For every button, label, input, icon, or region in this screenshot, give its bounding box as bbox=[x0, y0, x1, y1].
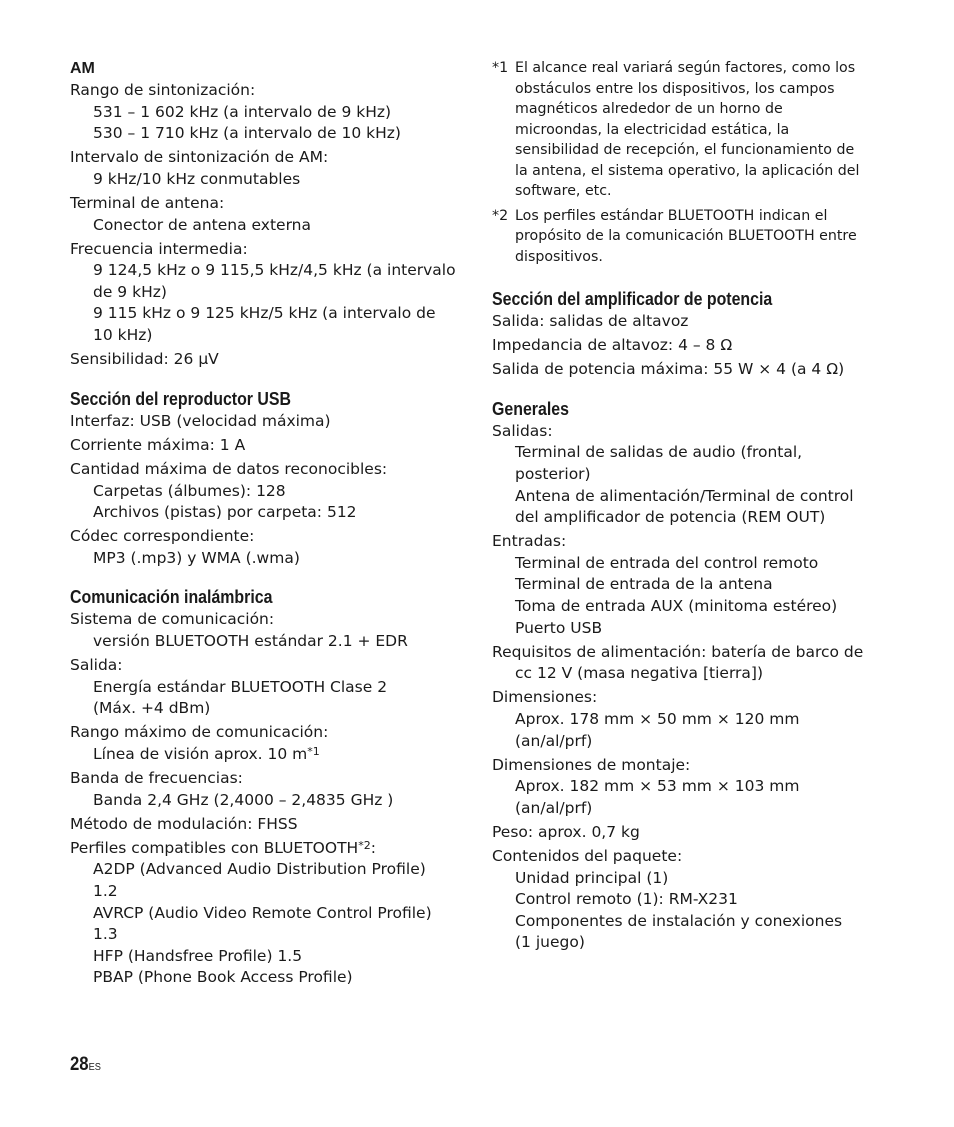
footnote-line: microondas, la electricidad estática, la bbox=[515, 121, 790, 138]
footnote-text bbox=[515, 58, 859, 202]
spec-line: Dimensiones: bbox=[492, 688, 598, 707]
spec-line: Salida: salidas de altavoz bbox=[492, 312, 689, 330]
spec-line: Códec correspondiente: bbox=[70, 527, 255, 546]
footnote-mark: *2 bbox=[492, 207, 509, 224]
section-heading-usb: Sección del reproductor USB bbox=[70, 387, 292, 409]
footnote-1 bbox=[492, 58, 872, 202]
spec-value: cc 12 V (masa negativa [tierra]) bbox=[515, 664, 764, 683]
footnote-2 bbox=[492, 206, 872, 268]
spec-value: Carpetas (álbumes): 128 bbox=[93, 481, 286, 500]
footnote-line: magnéticos alrededor de un horno de bbox=[515, 101, 783, 117]
spec-line: Entradas: bbox=[492, 532, 567, 551]
spec-value bbox=[70, 744, 450, 766]
footnote-ref: *2 bbox=[358, 838, 371, 852]
spec-value: Aprox. 182 mm × 53 mm × 103 mm bbox=[515, 777, 800, 796]
spec-value: posterior) bbox=[515, 464, 591, 483]
spec-value: Terminal de salidas de audio (frontal, bbox=[515, 443, 803, 462]
spec-value: 531 – 1 602 kHz (a intervalo de 9 kHz) bbox=[93, 102, 392, 121]
spec-value: (an/al/prf) bbox=[515, 731, 593, 750]
spec-line: Corriente máxima: 1 A bbox=[70, 435, 246, 454]
spec-line: Cantidad máxima de datos reconocibles: bbox=[70, 459, 388, 478]
spec-line: Banda de frecuencias: bbox=[70, 769, 243, 788]
footnote-ref: *1 bbox=[307, 744, 320, 758]
spec-line: Sistema de comunicación: bbox=[70, 610, 275, 629]
spec-value: Componentes de instalación y conexiones bbox=[515, 911, 843, 930]
section-heading-general: Generales bbox=[492, 397, 569, 419]
footnote-line: El alcance real variará según factores, como los bbox=[515, 60, 856, 76]
spec-value: versión BLUETOOTH estándar 2.1 + EDR bbox=[93, 631, 408, 650]
spec-line: Rango máximo de comunicación: bbox=[70, 723, 329, 742]
spec-value: de 9 kHz) bbox=[93, 282, 167, 301]
spec-line bbox=[70, 838, 450, 860]
spec-value: (an/al/prf) bbox=[515, 798, 593, 817]
footnote-line: sensibilidad de recepción, el funcionamiento de bbox=[515, 142, 855, 158]
spec-line: Salidas: bbox=[492, 421, 553, 440]
spec-value: AVRCP (Audio Video Remote Control Profile) bbox=[93, 903, 432, 922]
spec-value: HFP (Handsfree Profile) 1.5 bbox=[93, 946, 303, 965]
spec-value: Toma de entrada AUX (minitoma estéreo) bbox=[515, 597, 838, 616]
section-heading-wireless: Comunicación inalámbrica bbox=[70, 586, 273, 608]
spec-value: del amplificador de potencia (REM OUT) bbox=[515, 508, 826, 527]
left-column bbox=[70, 58, 456, 989]
spec-line: Sensibilidad: 26 µV bbox=[70, 350, 219, 369]
spec-value: Antena de alimentación/Terminal de control bbox=[515, 486, 854, 505]
right-column bbox=[492, 58, 872, 954]
spec-value: 9 124,5 kHz o 9 115,5 kHz/4,5 kHz (a intervalo bbox=[93, 261, 456, 280]
spec-line-colon: : bbox=[370, 838, 376, 857]
spec-value-text: Línea de visión aprox. 10 m bbox=[93, 744, 308, 763]
footnote-text bbox=[515, 206, 857, 268]
spec-line: Salida: bbox=[70, 656, 123, 675]
spec-value: 10 kHz) bbox=[93, 326, 153, 345]
spec-line: Requisitos de alimentación: batería de barco de bbox=[492, 642, 864, 661]
spec-line: Impedancia de altavoz: 4 – 8 Ω bbox=[492, 336, 733, 355]
spec-value: A2DP (Advanced Audio Distribution Profile) bbox=[93, 860, 426, 879]
spec-value: Puerto USB bbox=[515, 618, 603, 637]
spec-value: Archivos (pistas) por carpeta: 512 bbox=[93, 503, 357, 522]
spec-value: 530 – 1 710 kHz (a intervalo de 10 kHz) bbox=[93, 124, 401, 143]
spec-value: 9 kHz/10 kHz conmutables bbox=[93, 169, 301, 188]
spec-value: 9 115 kHz o 9 125 kHz/5 kHz (a intervalo de bbox=[93, 304, 436, 323]
spec-value: 1.2 bbox=[93, 882, 118, 900]
footnote-line: dispositivos. bbox=[515, 248, 603, 265]
spec-line: Intervalo de sintonización de AM: bbox=[70, 148, 329, 167]
footnote-line: la antena, el sistema operativo, la aplicación del bbox=[515, 162, 860, 179]
spec-value: MP3 (.mp3) y WMA (.wma) bbox=[93, 548, 300, 567]
spec-value: Control remoto (1): RM-X231 bbox=[515, 890, 738, 909]
am-heading: AM bbox=[70, 60, 95, 77]
page-number bbox=[70, 1054, 101, 1076]
footnote-line: propósito de la comunicación BLUETOOTH entre bbox=[515, 228, 857, 244]
spec-value: Energía estándar BLUETOOTH Clase 2 bbox=[93, 677, 388, 696]
spec-line: Contenidos del paquete: bbox=[492, 847, 683, 866]
footnote-line: Los perfiles estándar BLUETOOTH indican el bbox=[515, 207, 828, 224]
spec-line: Método de modulación: FHSS bbox=[70, 814, 298, 833]
spec-value: Banda 2,4 GHz (2,4000 – 2,4835 GHz ) bbox=[93, 790, 394, 809]
spec-value: Terminal de entrada del control remoto bbox=[515, 553, 819, 572]
spec-value: Unidad principal (1) bbox=[515, 868, 669, 887]
footnote-line: software, etc. bbox=[515, 183, 612, 199]
spec-line: Interfaz: USB (velocidad máxima) bbox=[70, 411, 331, 430]
spec-line: Frecuencia intermedia: bbox=[70, 239, 248, 258]
spec-line: Salida de potencia máxima: 55 W × 4 (a 4 Ω) bbox=[492, 360, 845, 379]
spec-value: (Máx. +4 dBm) bbox=[93, 699, 211, 718]
spec-value: Terminal de entrada de la antena bbox=[515, 575, 773, 594]
spec-line: Terminal de antena: bbox=[70, 193, 225, 212]
spec-value: Conector de antena externa bbox=[93, 215, 312, 234]
spec-line: Peso: aprox. 0,7 kg bbox=[492, 822, 640, 841]
footnote-line: obstáculos entre los dispositivos, los campos bbox=[515, 80, 835, 97]
page-language-code: ES bbox=[88, 1061, 101, 1073]
spec-value: Aprox. 178 mm × 50 mm × 120 mm bbox=[515, 710, 800, 728]
spec-line-text: Perfiles compatibles con BLUETOOTH bbox=[70, 838, 359, 857]
spec-value: (1 juego) bbox=[515, 933, 585, 952]
page-number-value: 28 bbox=[70, 1054, 89, 1075]
spec-line: Dimensiones de montaje: bbox=[492, 755, 691, 774]
spec-value: PBAP (Phone Book Access Profile) bbox=[93, 968, 353, 987]
footnote-mark: *1 bbox=[492, 60, 509, 76]
section-heading-amplifier: Sección del amplificador de potencia bbox=[492, 288, 773, 309]
spec-line: Rango de sintonización: bbox=[70, 81, 256, 99]
spec-value: 1.3 bbox=[93, 925, 118, 944]
